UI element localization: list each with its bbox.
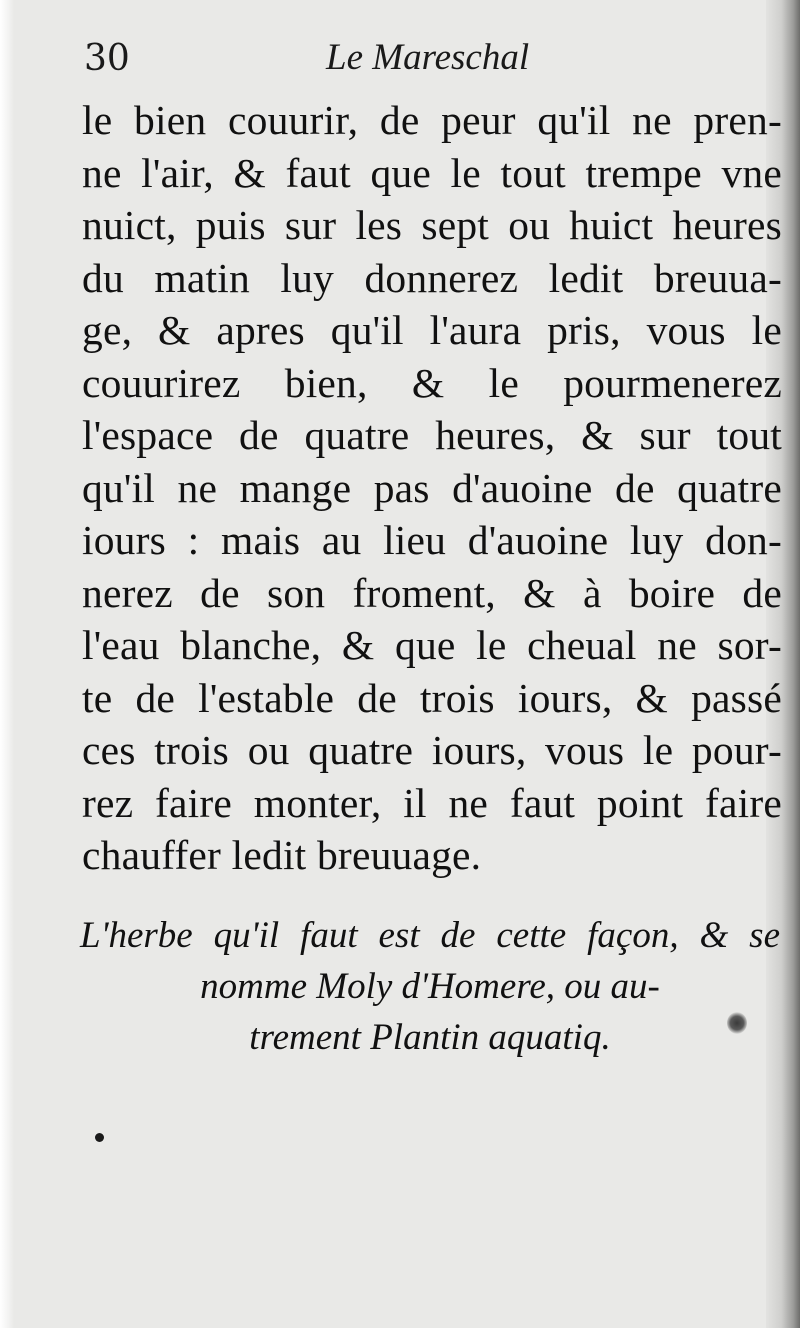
text-line: chauffer ledit breuuage. bbox=[82, 832, 482, 878]
text-line: te de l'estable de trois iours, & passé bbox=[82, 674, 782, 721]
text-line: du matin luy donnerez ledit breuua- bbox=[82, 254, 782, 301]
page-edge-left bbox=[0, 0, 14, 1328]
text-line: nerez de son froment, & à boire de bbox=[82, 569, 782, 616]
text-line: ge, & apres qu'il l'aura pris, vous le bbox=[82, 307, 782, 353]
text-line: iours : mais au lieu d'auoine luy don- bbox=[82, 517, 782, 563]
text-line: le bien couurir, de peur qu'il ne pren- bbox=[82, 97, 782, 143]
italic-caption bbox=[80, 910, 780, 1063]
main-text-block bbox=[82, 94, 782, 882]
text-line: couurirez bien, & le pourmenerez bbox=[82, 359, 782, 406]
page-number: 30 bbox=[84, 38, 130, 79]
text-line: qu'il ne mange pas d'auoine de quatre bbox=[82, 464, 782, 511]
caption-line: trement Plantin aquatiq. bbox=[249, 1017, 611, 1058]
running-title: Le Mareschal bbox=[326, 37, 530, 78]
ink-dot bbox=[95, 1133, 104, 1142]
caption-line: L'herbe qu'il faut est de cette façon, & se bbox=[80, 915, 780, 956]
text-line: rez faire monter, il ne faut point faire bbox=[82, 779, 782, 826]
ink-blot bbox=[727, 1012, 747, 1034]
text-line: l'espace de quatre heures, & sur tout bbox=[82, 412, 782, 458]
text-line: ne l'air, & faut que le tout trempe vne bbox=[82, 149, 782, 196]
text-line: l'eau blanche, & que le cheual ne sor- bbox=[82, 622, 782, 668]
text-line: ces trois ou quatre iours, vous le pour- bbox=[82, 727, 782, 773]
text-line: nuict, puis sur les sept ou huict heures bbox=[82, 202, 782, 248]
caption-line: nomme Moly d'Homere, ou au- bbox=[200, 966, 660, 1007]
